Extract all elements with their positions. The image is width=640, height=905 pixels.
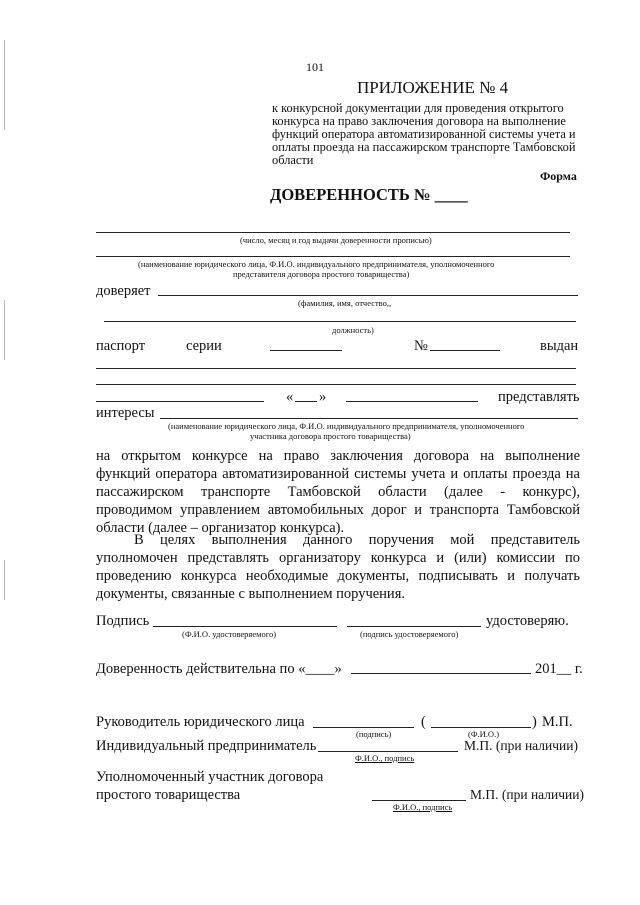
interests-label: интересы <box>96 405 155 421</box>
document-title: ДОВЕРЕННОСТЬ № ____ <box>270 185 468 204</box>
paragraph-line: уполномочен представлять организатору конкурса и (или) комиссии по <box>96 550 580 566</box>
head-fio-field-line[interactable] <box>431 727 531 728</box>
date-field-line[interactable] <box>96 232 570 233</box>
quote-close: » <box>319 389 327 405</box>
date-caption: (число, месяц и год выдачи доверенности прописью) <box>240 235 432 245</box>
certified-fio-field-line[interactable] <box>153 626 337 627</box>
ip-stamp-label: М.П. (при наличии) <box>464 738 578 753</box>
passport-number-field-line[interactable] <box>430 350 500 351</box>
appendix-title: ПРИЛОЖЕНИЕ № 4 <box>357 78 509 97</box>
head-stamp-label: М.П. <box>542 714 573 730</box>
partner-stamp-label: М.П. (при наличии) <box>470 787 584 802</box>
certified-fio-caption: (Ф.И.О. удостоверяемого) <box>182 629 277 639</box>
partner-label-1: Уполномоченный участник договора <box>96 769 324 785</box>
series-label: серии <box>186 338 222 354</box>
appendix-line: области <box>272 153 314 167</box>
head-signature-field-line[interactable] <box>313 727 414 728</box>
fio-caption: (фамилия, имя, отчество,, <box>298 298 392 308</box>
principal-field-line[interactable] <box>96 256 570 257</box>
ip-signature-field-line[interactable] <box>318 751 458 752</box>
interests-caption-2: участника договора простого товарищества) <box>250 431 411 441</box>
ip-label: Индивидуальный предприниматель <box>96 738 317 754</box>
validity-label: Доверенность действительна по «____» <box>96 661 342 677</box>
trustee-field-line[interactable] <box>158 295 578 296</box>
quote-open: « <box>286 389 294 405</box>
appendix-line: к конкурсной документации для проведения открытого <box>272 101 564 115</box>
issue-day-field-line[interactable] <box>295 401 317 402</box>
head-paren-open: ( <box>421 714 426 730</box>
validity-year: 201__ г. <box>535 661 583 677</box>
interests-caption-1: (наименование юридического лица, Ф.И.О. индивидуального предпринимателя, уполномоченного <box>168 421 525 431</box>
paragraph-line: области (далее – организатор конкурса). <box>96 520 345 536</box>
validity-month-field-line[interactable] <box>351 673 531 674</box>
signature-label: Подпись <box>96 613 150 629</box>
partner-signature-field-line[interactable] <box>372 800 466 801</box>
form-label: Форма <box>540 169 577 183</box>
paragraph-line: проводимом управлением автомобильных дорог и транспорта Тамбовской <box>96 502 580 518</box>
paragraph-contest <box>96 447 580 537</box>
partner-fio-caption: Ф.И.О., подпись <box>393 802 453 812</box>
paragraph-line: на открытом конкурсе на право заключения договора на выполнение <box>96 448 580 464</box>
certified-signature-field-line[interactable] <box>347 626 481 627</box>
appendix-line: оплаты проезда на пассажирском транспорте Тамбовской <box>272 140 576 154</box>
paragraph-authority <box>96 531 580 603</box>
page-number: 101 <box>306 60 324 74</box>
ip-fio-caption: Ф.И.О., подпись <box>355 753 415 763</box>
passport-label: паспорт <box>96 338 146 354</box>
scan-mark <box>4 40 5 130</box>
certified-signature-caption: (подпись удостоверяемого) <box>360 629 459 639</box>
head-signature-caption: (подпись) <box>356 729 392 739</box>
trusts-label: доверяет <box>96 283 151 299</box>
partner-label-2: простого товарищества <box>96 787 241 803</box>
paragraph-line: документы, связанные с выполнением поручения. <box>96 586 405 602</box>
issue-place-field-line[interactable] <box>96 401 264 402</box>
issue-month-field-line[interactable] <box>346 401 478 402</box>
series-field-line[interactable] <box>270 350 342 351</box>
represent-label: представлять <box>498 389 580 405</box>
certify-label: удостоверяю. <box>486 613 569 629</box>
head-label: Руководитель юридического лица <box>96 714 305 730</box>
principal-caption-1: (наименование юридического лица, Ф.И.О. индивидуального предпринимателя, уполномоченного <box>138 259 495 269</box>
position-field-line[interactable] <box>104 321 576 322</box>
number-sign: № <box>414 338 428 354</box>
scan-mark <box>4 300 5 360</box>
issued-by-field-line-2[interactable] <box>96 384 576 385</box>
appendix-line: функций оператора автоматизированной системы учета и <box>272 127 576 141</box>
paragraph-line: функций оператора автоматизированной системы учета и оплаты проезда на <box>96 466 580 482</box>
position-caption: должность) <box>332 325 374 335</box>
paragraph-line: проведению конкурса необходимые документы, подписывать и получать <box>96 568 580 584</box>
issued-label: выдан <box>540 338 579 354</box>
issued-by-field-line[interactable] <box>96 368 576 369</box>
paragraph-line: пассажирском транспорте Тамбовской области (далее - конкурс), <box>96 484 580 500</box>
scan-mark <box>4 560 5 600</box>
paragraph-line: В целях выполнения данного поручения мой представитель <box>134 532 580 548</box>
appendix-line: конкурса на право заключения договора на выполнение <box>272 114 566 128</box>
head-fio-caption: (Ф.И.О.) <box>468 729 500 739</box>
interests-field-line[interactable] <box>160 418 578 419</box>
principal-caption-2: представителя договора простого товарищества) <box>233 269 410 279</box>
head-paren-close: ) <box>532 714 537 730</box>
